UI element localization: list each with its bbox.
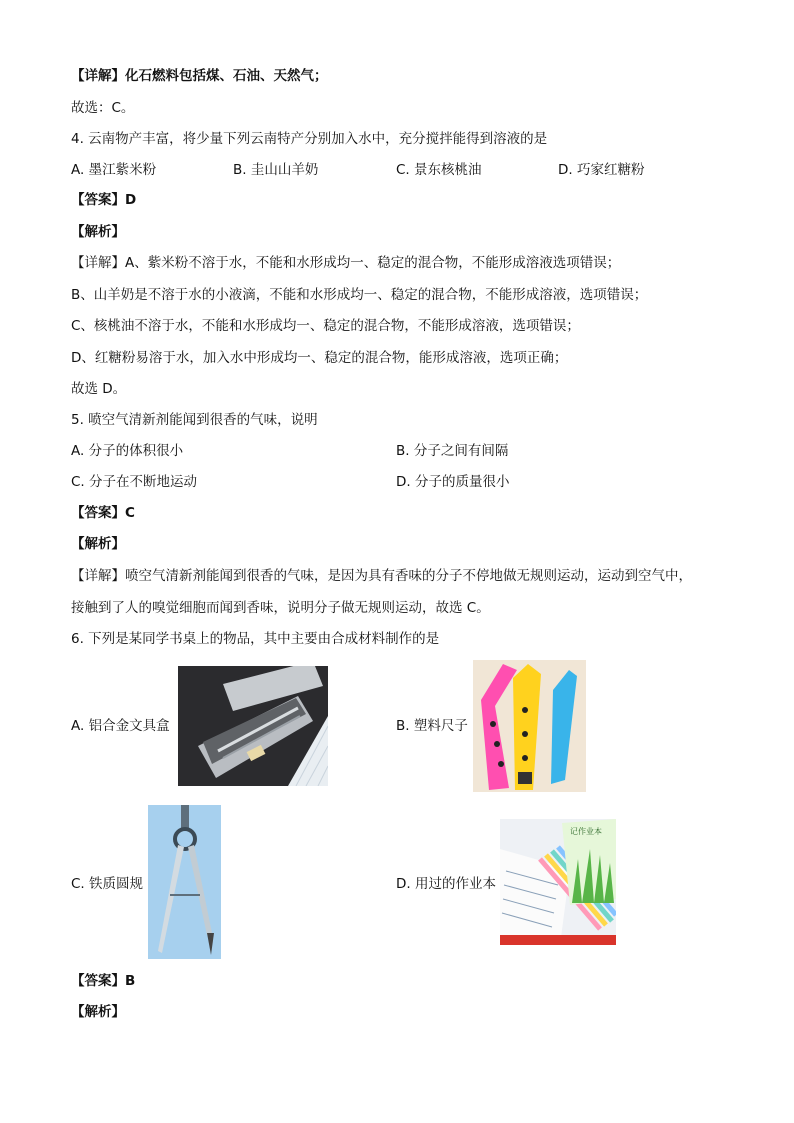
q5-answer: 【答案】C bbox=[71, 505, 135, 521]
q4-detail-c: C、核桃油不溶于水，不能和水形成均一、稳定的混合物，不能形成溶液，选项错误； bbox=[71, 318, 580, 334]
q5-option-d: D. 分子的质量很小 bbox=[396, 474, 510, 490]
notebook-cover-title: 记作业本 bbox=[570, 827, 602, 836]
question-4: 4. 云南物产丰富，将少量下列云南特产分别加入水中，充分搅拌能得到溶液的是 bbox=[71, 131, 548, 147]
q6-option-a: A. 铝合金文具盒 bbox=[71, 718, 170, 734]
q4-detail-d: D、红糖粉易溶于水，加入水中形成均一、稳定的混合物，能形成溶液，选项正确； bbox=[71, 350, 568, 366]
q4-detail-b: B、山羊奶是不溶于水的小液滴，不能和水形成均一、稳定的混合物，不能形成溶液，选项错误； bbox=[71, 287, 648, 303]
q4-option-c: C. 景东核桃油 bbox=[396, 162, 482, 178]
q6-option-c: C. 铁质圆规 bbox=[71, 876, 144, 892]
q6-answer: 【答案】B bbox=[71, 973, 136, 989]
q6-option-d: D. 用过的作业本 bbox=[396, 876, 496, 892]
explanation-line: 【详解】化石燃料包括煤、石油、天然气； bbox=[71, 68, 328, 84]
q4-conclusion: 故选 D。 bbox=[71, 381, 127, 397]
q5-analysis-label: 【解析】 bbox=[71, 536, 125, 552]
q4-option-a: A. 墨江紫米粉 bbox=[71, 162, 157, 178]
q5-option-c: C. 分子在不断地运动 bbox=[71, 474, 198, 490]
q5-detail-1: 【详解】喷空气清新剂能闻到很香的气味，是因为具有香味的分子不停地做无规则运动，运动到空气中， bbox=[71, 568, 692, 584]
compass-image bbox=[148, 805, 221, 959]
q4-option-b: B. 圭山山羊奶 bbox=[233, 162, 319, 178]
q4-analysis-label: 【解析】 bbox=[71, 224, 125, 240]
q4-option-d: D. 巧家红糖粉 bbox=[558, 162, 645, 178]
q4-detail-a: 【详解】A、紫米粉不溶于水，不能和水形成均一、稳定的混合物，不能形成溶液选项错误； bbox=[71, 255, 621, 271]
conclusion-line: 故选：C。 bbox=[71, 100, 135, 116]
homework-notebook-image bbox=[500, 819, 616, 945]
q5-option-b: B. 分子之间有间隔 bbox=[396, 443, 509, 459]
q4-answer: 【答案】D bbox=[71, 192, 137, 208]
pencil-case-image bbox=[178, 666, 328, 786]
plastic-ruler-image bbox=[473, 660, 586, 792]
question-5: 5. 喷空气清新剂能闻到很香的气味，说明 bbox=[71, 412, 318, 428]
q5-detail-2: 接触到了人的嗅觉细胞而闻到香味，说明分子做无规则运动，故选 C。 bbox=[71, 600, 490, 616]
q6-option-b: B. 塑料尺子 bbox=[396, 718, 468, 734]
question-6: 6. 下列是某同学书桌上的物品，其中主要由合成材料制作的是 bbox=[71, 631, 440, 647]
q5-option-a: A. 分子的体积很小 bbox=[71, 443, 184, 459]
q6-analysis-label: 【解析】 bbox=[71, 1004, 125, 1020]
